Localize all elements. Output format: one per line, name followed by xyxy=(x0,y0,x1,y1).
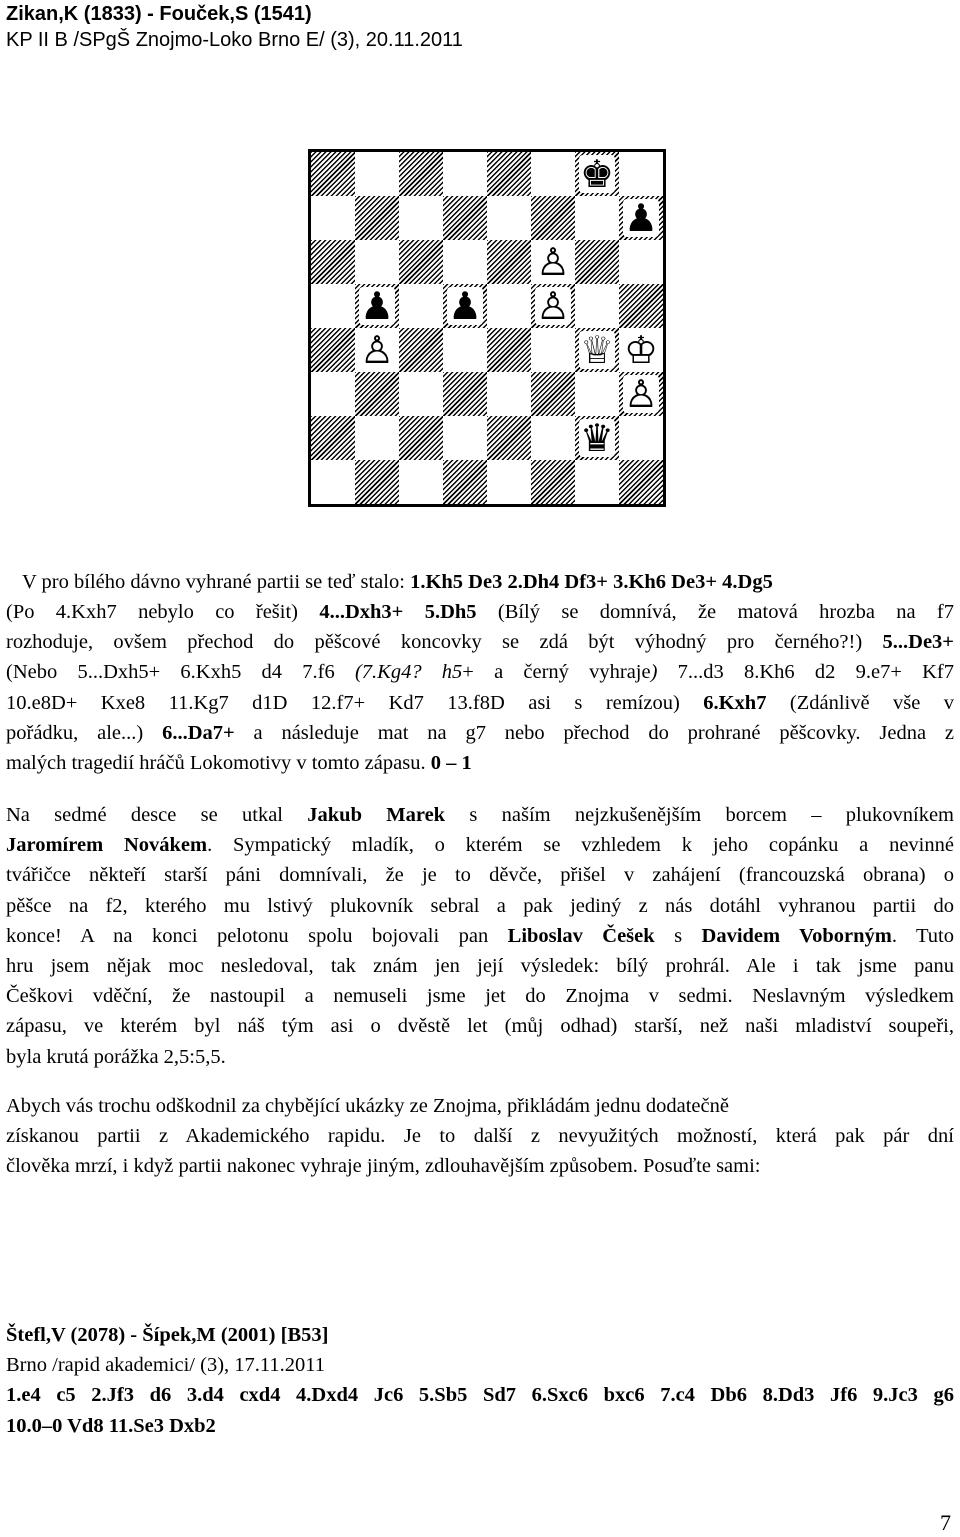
player-name: Jaromírem Novákem xyxy=(6,834,208,857)
second-game-moves: 10.0–0 Vd8 11.Se3 Dxb2 xyxy=(6,1414,216,1437)
commentary-text: + a černý vyhraje xyxy=(462,661,651,684)
square-h5 xyxy=(619,284,663,328)
square-e1 xyxy=(487,460,531,504)
move-sequence: 5...De3+ xyxy=(882,631,954,654)
player-name: Liboslav Češek xyxy=(507,924,655,947)
player-name: Davidem Voborným xyxy=(701,924,892,947)
square-c4 xyxy=(399,328,443,372)
square-b3 xyxy=(355,372,399,416)
square-a1 xyxy=(311,460,355,504)
commentary-paragraph-1-first-line xyxy=(22,567,954,597)
square-g2 xyxy=(575,416,619,460)
square-a3 xyxy=(311,372,355,416)
move-sequence: 6...Da7+ xyxy=(162,721,235,744)
player-name: Jakub Marek xyxy=(307,804,446,826)
second-game-block xyxy=(6,1320,954,1441)
square-b1 xyxy=(355,460,399,504)
square-b7 xyxy=(355,196,399,240)
square-e2 xyxy=(487,416,531,460)
square-c7 xyxy=(399,196,443,240)
square-f1 xyxy=(531,460,575,504)
report-paragraph xyxy=(6,800,954,1072)
chess-piece-g8: ♚ xyxy=(579,152,615,196)
square-h1 xyxy=(619,460,663,504)
square-d1 xyxy=(443,460,487,504)
square-h4 xyxy=(619,328,663,372)
chess-piece-h3: ♙ xyxy=(623,372,659,416)
move-sequence: 4...Dxh3+ 5.Dh5 xyxy=(319,601,477,623)
square-c6 xyxy=(399,240,443,284)
square-b8 xyxy=(355,152,399,196)
variation-text: (7.Kg4? h5 xyxy=(354,661,463,684)
square-e3 xyxy=(487,372,531,416)
square-e5 xyxy=(487,284,531,328)
square-d7 xyxy=(443,196,487,240)
square-e4 xyxy=(487,328,531,372)
square-g4 xyxy=(575,328,619,372)
square-f8 xyxy=(531,152,575,196)
square-c3 xyxy=(399,372,443,416)
chess-piece-h4: ♔ xyxy=(623,328,659,372)
square-d8 xyxy=(443,152,487,196)
square-d2 xyxy=(443,416,487,460)
commentary-text: 7...d3 8.Kh6 d2 9.e7+ Kf7 xyxy=(657,661,954,684)
square-h3 xyxy=(619,372,663,416)
report-text: . Tuto xyxy=(891,924,954,947)
report-line: zápasu, ve kterém byl náš tým asi o dvěstě let (můj odhad) starší, než naši mladiství soupeři, xyxy=(6,1015,954,1038)
intro-line: získanou partii z Akademického rapidu. Je to další z nevyužitých možností, která pak pár dní xyxy=(6,1125,954,1148)
square-a5 xyxy=(311,284,355,328)
square-g7 xyxy=(575,196,619,240)
square-a7 xyxy=(311,196,355,240)
square-c8 xyxy=(399,152,443,196)
square-b4 xyxy=(355,328,399,372)
chess-piece-b5: ♟ xyxy=(359,284,395,328)
commentary-text: (Bílý se domnívá, že matová hrozba na f7 xyxy=(476,601,955,623)
second-game-event: Brno /rapid akademici/ (3), 17.11.2011 xyxy=(6,1354,326,1377)
square-e8 xyxy=(487,152,531,196)
chess-piece-g4: ♕ xyxy=(579,328,615,372)
intro-line: člověka mrzí, i když partii nakonec vyhraje jiným, zdlouhavějším způsobem. Posuďte sami: xyxy=(6,1155,761,1178)
second-game-moves: 1.e4 c5 2.Jf3 d6 3.d4 cxd4 4.Dxd4 Jc6 5.Sb5 Sd7 6.Sxc6 bxc6 7.c4 Db6 8.Dd3 Jf6 9.Jc3 g6 xyxy=(6,1384,954,1407)
square-g5 xyxy=(575,284,619,328)
variation-text: ) xyxy=(650,661,658,684)
chess-piece-g2: ♛ xyxy=(579,416,615,460)
report-line: pěšce na f2, kterého mu lstivý plukovník sebral a pak jediný z nás dotáhl vyhranou partii do xyxy=(6,894,954,917)
square-e6 xyxy=(487,240,531,284)
commentary-text: pořádku, ale...) xyxy=(6,721,163,744)
square-d4 xyxy=(443,328,487,372)
report-text: Na sedmé desce se utkal xyxy=(6,804,308,826)
commentary-text: V pro bílého dávno vyhrané partii se teď stalo: xyxy=(22,571,411,593)
commentary-text: (Zdánlivě vše v xyxy=(766,691,954,714)
square-f2 xyxy=(531,416,575,460)
square-f3 xyxy=(531,372,575,416)
report-text: . Sympatický mladík, o kterém se vzhledem k jeho copánku a nevinné xyxy=(207,834,954,857)
move-sequence: 1.Kh5 De3 2.Dh4 Df3+ 3.Kh6 De3+ 4.Dg5 xyxy=(410,571,773,593)
square-c5 xyxy=(399,284,443,328)
intro-line: Abych vás trochu odškodnil za chybějící ukázky ze Znojma, přikládám jednu dodatečně xyxy=(6,1095,729,1117)
square-b6 xyxy=(355,240,399,284)
square-c1 xyxy=(399,460,443,504)
square-a4 xyxy=(311,328,355,372)
chess-diagram xyxy=(308,149,666,507)
commentary-text: malých tragedií hráčů Lokomotivy v tomto zápasu. xyxy=(6,752,431,775)
chess-piece-h7: ♟ xyxy=(623,196,659,240)
square-h8 xyxy=(619,152,663,196)
square-c2 xyxy=(399,416,443,460)
report-text: s naším nejzkušenějším borcem – plukovníkem xyxy=(445,804,954,826)
commentary-text: (Nebo 5...Dxh5+ 6.Kxh5 d4 7.f6 xyxy=(6,661,355,684)
square-g6 xyxy=(575,240,619,284)
report-text: konce! A na konci pelotonu spolu bojovali pan xyxy=(6,924,508,947)
square-e7 xyxy=(487,196,531,240)
square-f4 xyxy=(531,328,575,372)
square-h2 xyxy=(619,416,663,460)
game-header-players: Zikan,K (1833) - Fouček,S (1541) xyxy=(6,3,312,25)
report-line: Češkovi vděční, že nastoupil a nemuseli jsme jet do Znojma v sedmi. Neslavným výsledkem xyxy=(6,985,954,1008)
square-a6 xyxy=(311,240,355,284)
chess-piece-f6: ♙ xyxy=(535,240,571,284)
intro-paragraph xyxy=(6,1091,954,1182)
square-d3 xyxy=(443,372,487,416)
commentary-text: 10.e8D+ Kxe8 11.Kg7 d1D 12.f7+ Kd7 13.f8D asi s remízou) xyxy=(6,691,704,714)
move-sequence: 6.Kxh7 xyxy=(703,691,767,714)
page-number: 7 xyxy=(940,1510,951,1535)
square-h7 xyxy=(619,196,663,240)
square-d5 xyxy=(443,284,487,328)
square-g3 xyxy=(575,372,619,416)
second-game-players: Štefl,V (2078) - Šípek,M (2001) [B53] xyxy=(6,1324,329,1346)
square-f6 xyxy=(531,240,575,284)
chess-piece-f5: ♙ xyxy=(535,284,571,328)
report-line: byla krutá porážka 2,5:5,5. xyxy=(6,1045,226,1068)
game-header-event: KP II B /SPgŠ Znojmo-Loko Brno E/ (3), 20.11.2011 xyxy=(6,29,463,51)
game-result: 0 – 1 xyxy=(430,752,472,775)
square-d6 xyxy=(443,240,487,284)
commentary-text: (Po 4.Kxh7 nebylo co řešit) xyxy=(6,601,320,623)
commentary-text: rozhoduje, ovšem přechod do pěšcové koncovky se zdá být výhodný pro černého?!) xyxy=(6,631,883,654)
chess-piece-b4: ♙ xyxy=(359,328,395,372)
report-text: s xyxy=(654,924,702,947)
chess-piece-d5: ♟ xyxy=(447,284,483,328)
square-a8 xyxy=(311,152,355,196)
square-g1 xyxy=(575,460,619,504)
report-line: tvářičce někteří starší páni domnívali, že je to děvče, přišel v zahájení (francouzská obrana) o xyxy=(6,864,954,887)
report-line: hru jsem nějak moc nesledoval, tak znám jen její výsledek: bílý prohrál. Ale i tak jsme panu xyxy=(6,955,954,978)
square-b5 xyxy=(355,284,399,328)
square-g8 xyxy=(575,152,619,196)
square-h6 xyxy=(619,240,663,284)
square-f5 xyxy=(531,284,575,328)
square-a2 xyxy=(311,416,355,460)
square-b2 xyxy=(355,416,399,460)
square-f7 xyxy=(531,196,575,240)
commentary-text: a následuje mat na g7 nebo přechod do prohrané pěšcovky. Jedna z xyxy=(234,721,954,744)
commentary-paragraph-1 xyxy=(6,597,954,778)
